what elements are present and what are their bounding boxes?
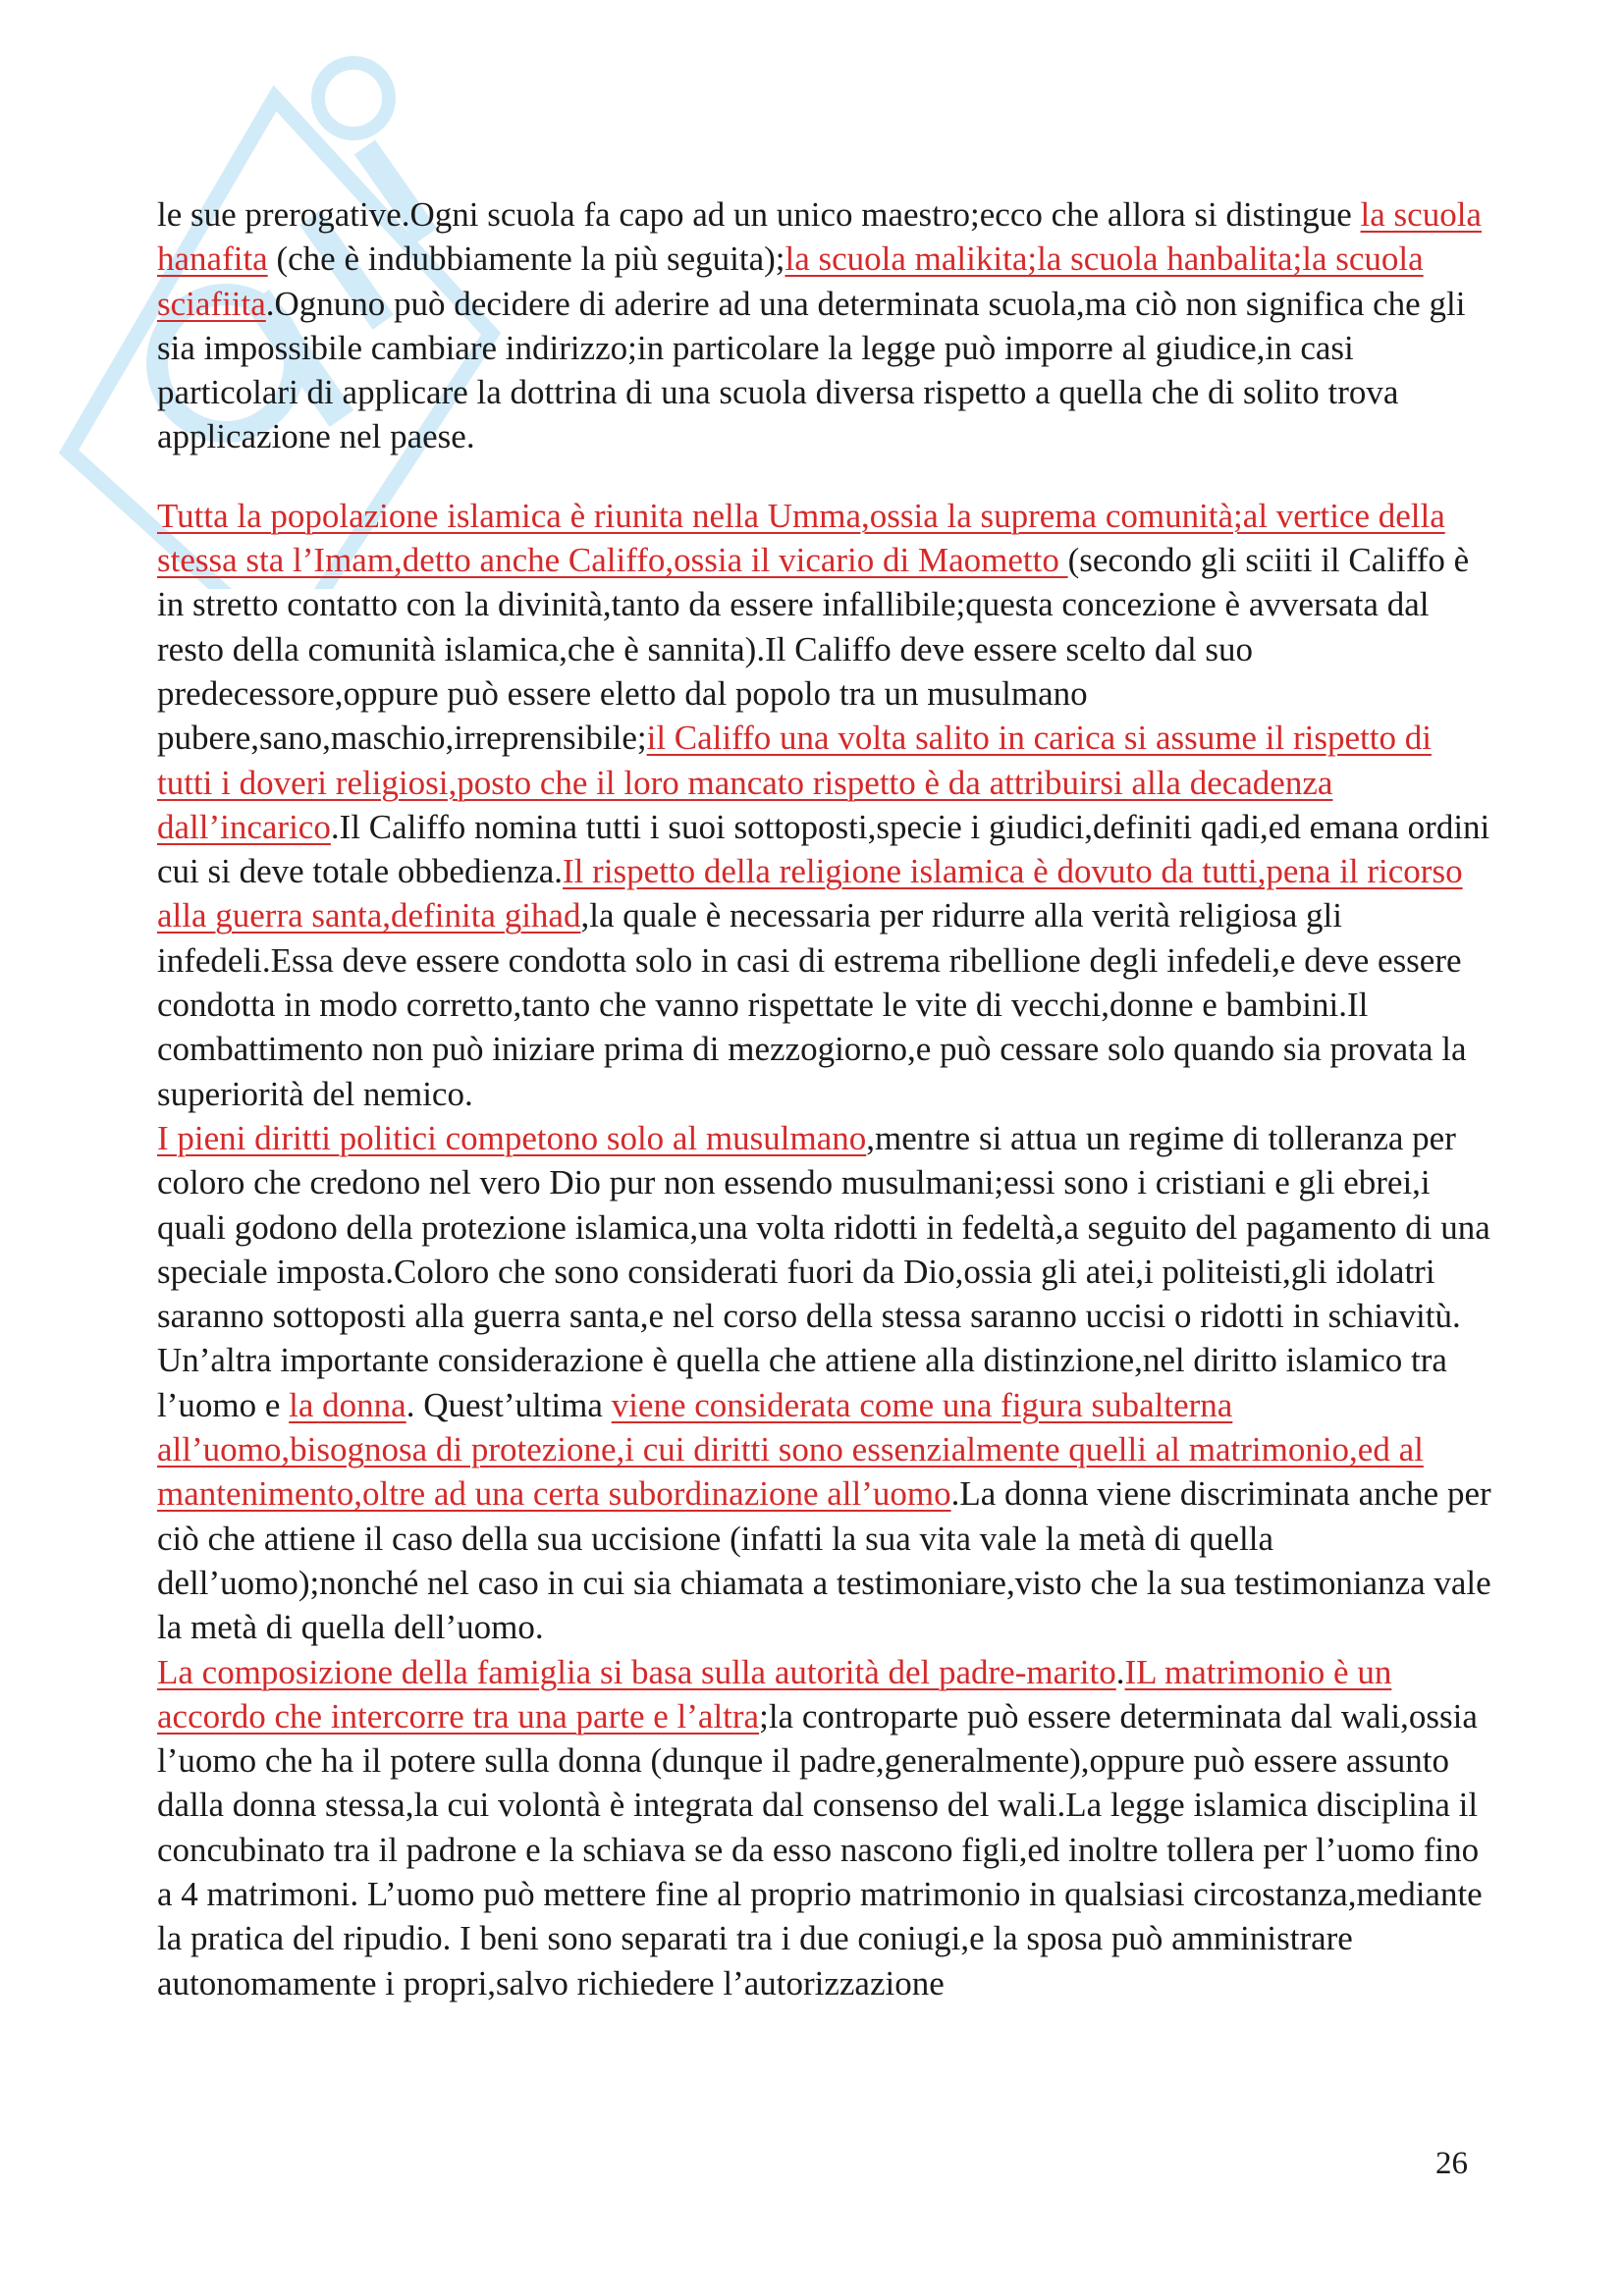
body-text: ;la controparte può essere determinata dal wali,ossia l’uomo che ha il potere sulla donna (dunque il padre,generalmente),oppure può essere assunto dalla donna stessa,la cui volontà è integrata dal consenso del wali.La legge islamica disciplina il concubinato tra il padrone e la schiava se da esso nascono figli,ed inoltre tollera per l’uomo fino a 4 matrimoni. L’uomo può mettere fine al proprio matrimonio in qualsiasi circostanza,mediante la pratica del ripudio. I beni sono separati tra i due coniugi,e la sposa può amministrare autonomamente i propri,salvo richiedere l’autorizzazione [157, 1696, 1483, 2002]
highlighted-text: Il rispetto della religione islamica è dovuto da tutti,pena il ricorso alla guerra santa,definita gihad [157, 852, 1463, 935]
page-number: 26 [1435, 2146, 1468, 2181]
body-text: .Ognuno può decidere di aderire ad una determinata scuola,ma ciò non significa che gli sia impossibile cambiare indirizzo;in particolare la legge può imporre al giudice,in casi particolari di applicare la dottrina di una scuola diversa rispetto a quella che di solito trova applicazione nel paese. [157, 284, 1466, 456]
highlighted-text: I pieni diritti politici competono solo al musulmano [157, 1118, 867, 1157]
highlighted-text: IL matrimonio è un accordo che intercorre tra una parte e l’altra [157, 1652, 1392, 1735]
paragraph [157, 494, 1492, 1116]
paragraph-gap [157, 459, 1492, 494]
body-text: (che è indubbiamente la più seguita); [267, 240, 785, 279]
paragraph [157, 1116, 1492, 1650]
body-text: (secondo gli sciiti il Califfo è in stretto contatto con la divinità,tanto da essere infallibile;questa concezione è avversata dal resto della comunità islamica,che è sannita).Il Califfo deve essere scelto dal suo predecessore,oppure può essere eletto dal popolo tra un musulmano pubere,sano,maschio,irreprensibile; [157, 541, 1470, 758]
highlighted-text: il Califfo una volta salito in carica si assume il rispetto di tutti i doveri religiosi,posto che il loro mancato rispetto è da attribuirsi alla decadenza dall’incarico [157, 719, 1432, 846]
highlighted-text: la scuola hanafita [157, 195, 1482, 279]
highlighted-text: viene considerata come una figura subalterna all’uomo,bisognosa di protezione,i cui diritti sono essenzialmente quelli al matrimonio,ed al mantenimento,oltre ad una certa subordinazione all’uomo [157, 1385, 1424, 1514]
highlighted-text: Tutta la popolazione islamica è riunita nella Umma,ossia la suprema comunità;al vertice della stessa sta l’Imam,detto anche Califfo,ossia il vicario di Maometto [157, 496, 1445, 580]
body-text: .Il Califfo nomina tutti i suoi sottoposti,specie i giudici,definiti qadi,ed emana ordini cui si deve totale obbedienza. [157, 807, 1490, 891]
body-text: ,la quale è necessaria per ridurre alla verità religiosa gli infedeli.Essa deve essere condotta solo in casi di estrema ribellione degli infedeli,e deve essere condotta in modo corretto,tanto che vanno rispettate le vite di vecchi,donne e bambini.Il combattimento non può iniziare prima di mezzogiorno,e può cessare solo quando sia provata la superiorità del nemico. [157, 896, 1467, 1113]
paragraph [157, 192, 1492, 459]
body-text: . Quest’ultima [406, 1385, 612, 1424]
document-body [157, 192, 1492, 2005]
body-text: .La donna viene discriminata anche per ciò che attiene il caso della sua uccisione (infatti la sua vita vale la metà di quella dell’uomo);nonché nel caso in cui sia chiamata a testimoniare,visto che la sua testimonianza vale la metà di quella dell’uomo. [157, 1474, 1491, 1647]
body-text: le sue prerogative.Ogni scuola fa capo ad un unico maestro;ecco che allora si distingue [157, 195, 1361, 234]
highlighted-text: la scuola malikita;la scuola hanbalita;la scuola sciafiita [157, 240, 1424, 323]
paragraph [157, 1650, 1492, 2005]
body-text: . [1115, 1652, 1125, 1691]
highlighted-text: la donna [289, 1385, 406, 1424]
body-text: ,mentre si attua un regime di tolleranza per coloro che credono nel vero Dio pur non essendo musulmani;essi sono i cristiani e gli ebrei,i quali godono della protezione islamica,una volta ridotti in fedeltà,a seguito del pagamento di una speciale imposta.Coloro che sono considerati fuori da Dio,ossia gli atei,i politeisti,gli idolatri saranno sottoposti alla guerra santa,e nel corso della stessa saranno uccisi o ridotti in schiavitù. Un’altra importante considerazione è quella che attiene alla distinzione,nel diritto islamico tra l’uomo e [157, 1118, 1490, 1424]
highlighted-text: La composizione della famiglia si basa sulla autorità del padre-marito [157, 1652, 1116, 1691]
